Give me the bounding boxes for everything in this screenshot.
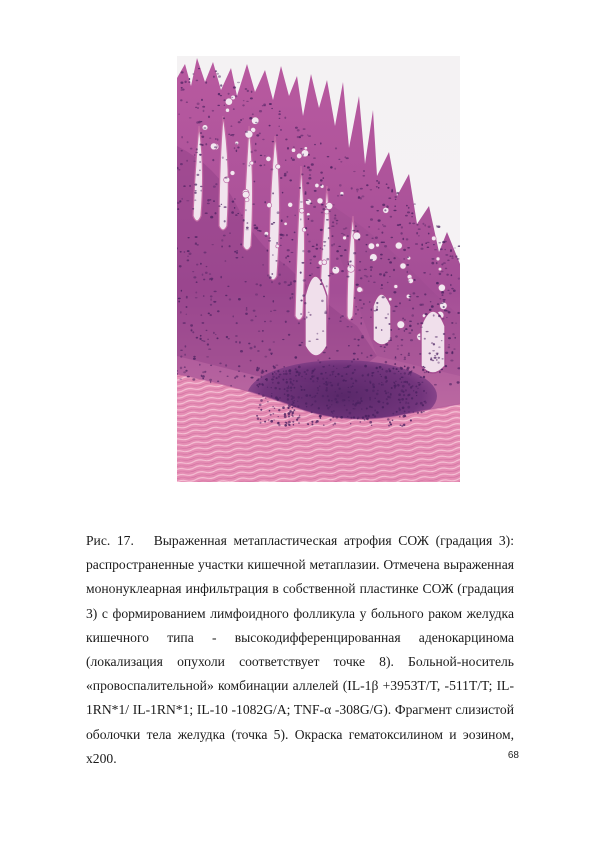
- figure-caption-text: Выраженная метапластическая атрофия СОЖ (градация 3): распространенные участки кишечной метаплазии. Отмечена выраженная мононуклеарная инфильтрация в собственной пластинке СОЖ (градация 3) с формированием лимфоидного фолликула у больного раком желудка кишечного типа - высокодифференцированная аденокарцинома (локализация опухоли соответствует точке 8). Больной-носитель «провоспалительной» комбинации аллелей (IL-1β +3953T/T, -511T/T; IL-1RN*1/ IL-1RN*1; IL-10 -1082G/A; TNF-α -308G/G). Фрагмент слизистой оболочки тела желудка (точка 5). Окраска гематоксилином и эозином, х200.: [86, 533, 514, 766]
- figure-caption: [86, 529, 514, 771]
- micrograph-image: [177, 56, 460, 482]
- histology-figure: [177, 56, 460, 482]
- figure-label: Рис. 17.: [86, 533, 134, 548]
- page-number: 68: [507, 750, 519, 761]
